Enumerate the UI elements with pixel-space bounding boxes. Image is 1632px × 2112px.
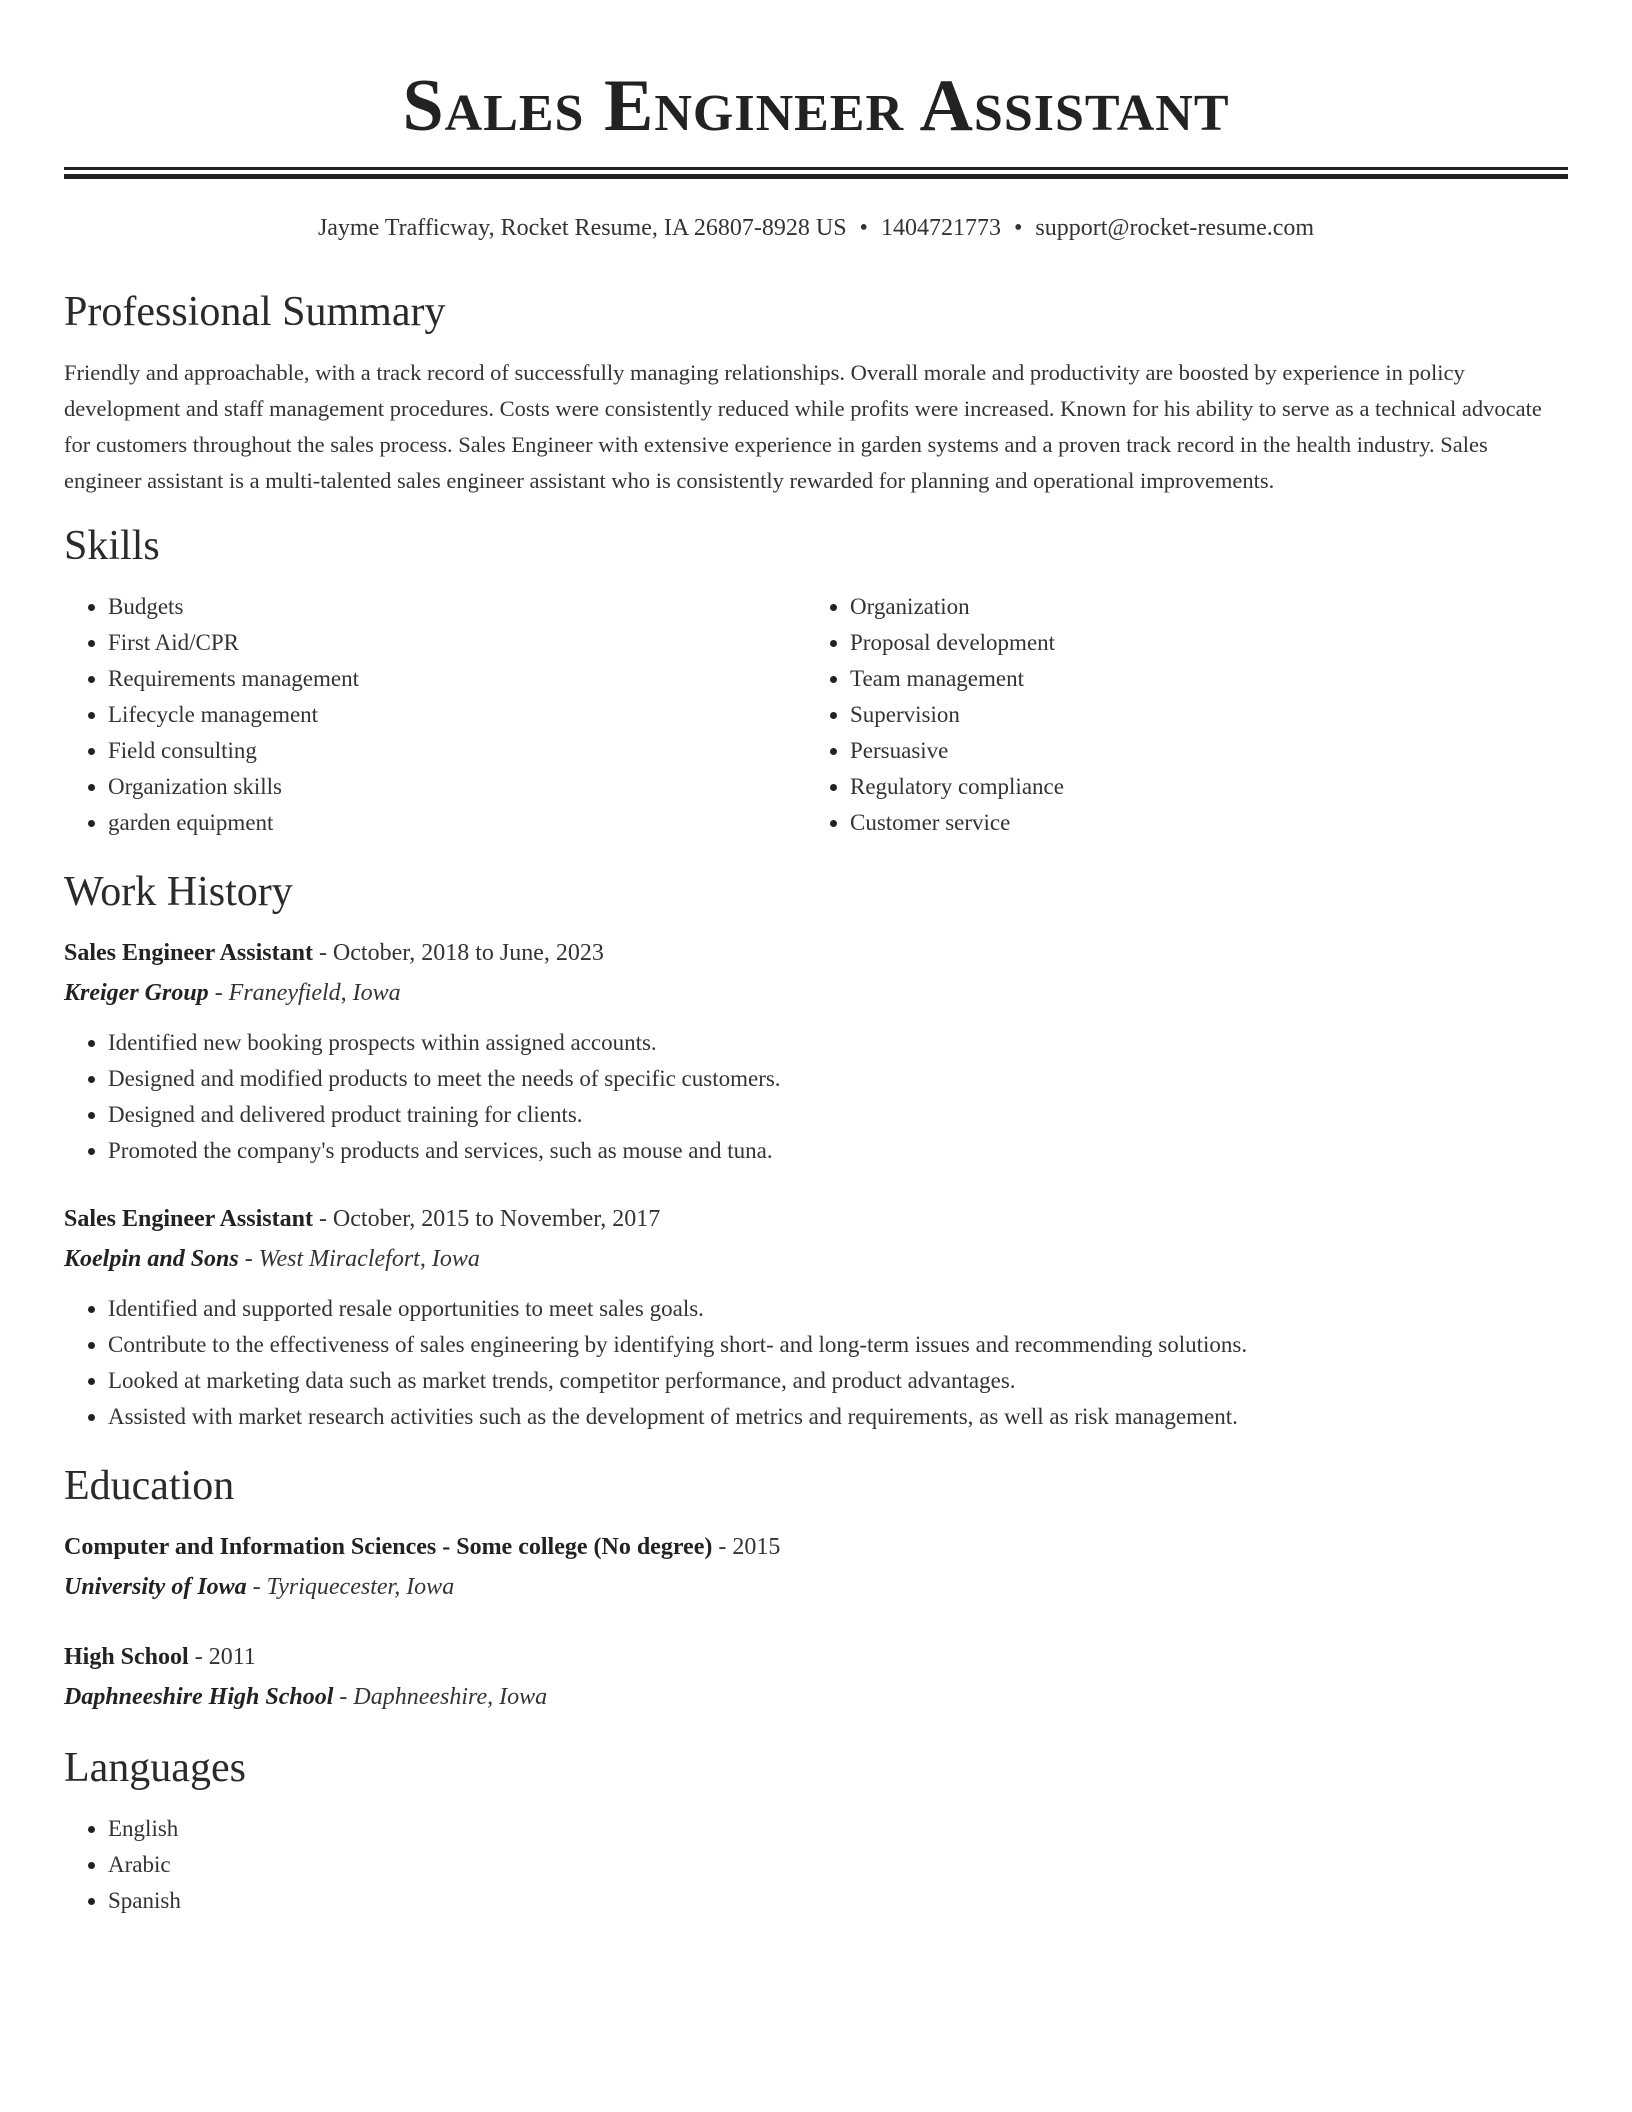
job-bullet: • Contribute to the effectiveness of sales engineering by identifying short- and long-term issues and recommending solutions. — [108, 1327, 1568, 1363]
skill-item: • Proposal development — [850, 625, 1548, 661]
skill-item: • Team management — [850, 661, 1548, 697]
title-divider-bottom — [64, 174, 1568, 179]
contact-phone: 1404721773 — [880, 215, 1001, 241]
school-name: University of Iowa — [64, 1574, 247, 1600]
languages-list — [64, 1811, 1568, 1919]
skill-item: • Supervision — [850, 697, 1548, 733]
education-heading: Education — [64, 1463, 235, 1509]
education-entry — [64, 1637, 1568, 1717]
degree-line — [64, 1527, 1568, 1567]
skill-item: • Budgets — [108, 589, 806, 625]
job-bullet: • Looked at marketing data such as market trends, competitor performance, and product advantages. — [108, 1363, 1568, 1399]
company-name: Kreiger Group — [64, 980, 209, 1006]
skill-item: • Customer service — [850, 805, 1548, 841]
company-location: - Franeyfield, Iowa — [208, 980, 401, 1006]
language-item: • English — [108, 1811, 1568, 1847]
contact-separator: • — [1013, 215, 1023, 241]
school-location: - Daphneeshire, Iowa — [333, 1684, 548, 1710]
skill-item: • Persuasive — [850, 733, 1548, 769]
language-item: • Arabic — [108, 1847, 1568, 1883]
summary-text: Friendly and approachable, with a track record of successfully managing relationships. Overall morale and productivity are boosted by experience in policy development and staff management procedures. Costs were consistently reduced while profits were increased. Known for his ability to serve as a technical advocate for customers throughout the sales process. Sales Engineer with extensive experience in garden systems and a proven track record in the health industry. Sales engineer assistant is a multi-talented sales engineer assistant who is consistently rewarded for planning and operational improvements. — [64, 360, 1542, 493]
languages-heading: Languages — [64, 1745, 246, 1791]
company-name: Koelpin and Sons — [64, 1246, 239, 1272]
job-entry — [64, 1199, 1568, 1435]
company-line — [64, 973, 1568, 1013]
resume-title: Sales Engineer Assistant — [402, 65, 1230, 147]
work-history-heading: Work History — [64, 869, 293, 915]
job-bullet: • Designed and modified products to meet the needs of specific customers. — [108, 1061, 1568, 1097]
school-line — [64, 1677, 1568, 1717]
job-bullet: • Identified and supported resale opportunities to meet sales goals. — [108, 1291, 1568, 1327]
job-title: Sales Engineer Assistant — [64, 1206, 313, 1232]
company-location: - West Miraclefort, Iowa — [238, 1246, 480, 1272]
skills-list — [64, 589, 1568, 841]
job-title-line — [64, 933, 1568, 973]
skills-column-left — [64, 589, 806, 841]
contact-address: Jayme Trafficway, Rocket Resume, IA 26807-8928 US — [317, 215, 847, 241]
skills-column-right — [806, 589, 1548, 841]
contact-email: support@rocket-resume.com — [1035, 215, 1315, 241]
skill-item: • Regulatory compliance — [850, 769, 1548, 805]
job-title: Sales Engineer Assistant — [64, 940, 313, 966]
skill-item: • Lifecycle management — [108, 697, 806, 733]
job-bullets — [64, 1291, 1568, 1435]
job-bullet: • Promoted the company's products and services, such as mouse and tuna. — [108, 1133, 1568, 1169]
education-year: - 2011 — [188, 1644, 256, 1670]
job-bullet: • Designed and delivered product training for clients. — [108, 1097, 1568, 1133]
job-title-line — [64, 1199, 1568, 1239]
education-year: - 2015 — [712, 1534, 781, 1560]
degree: Computer and Information Sciences - Some college (No degree) — [64, 1534, 713, 1560]
job-bullet: • Identified new booking prospects within assigned accounts. — [108, 1025, 1568, 1061]
summary-heading: Professional Summary — [64, 289, 446, 335]
skills-heading: Skills — [64, 523, 160, 569]
skill-item: • Requirements management — [108, 661, 806, 697]
skill-item: • Organization skills — [108, 769, 806, 805]
contact-line — [64, 213, 1568, 243]
job-dates: - October, 2018 to June, 2023 — [312, 940, 604, 966]
school-location: - Tyriquecester, Iowa — [246, 1574, 455, 1600]
skill-item: • garden equipment — [108, 805, 806, 841]
school-line — [64, 1567, 1568, 1607]
skill-item: • Organization — [850, 589, 1548, 625]
job-bullets — [64, 1025, 1568, 1169]
company-line — [64, 1239, 1568, 1279]
degree: High School — [64, 1644, 189, 1670]
job-entry — [64, 933, 1568, 1169]
education-entry — [64, 1527, 1568, 1607]
skill-item: • Field consulting — [108, 733, 806, 769]
school-name: Daphneeshire High School — [64, 1684, 334, 1710]
degree-line — [64, 1637, 1568, 1677]
language-item: • Spanish — [108, 1883, 1568, 1919]
job-dates: - October, 2015 to November, 2017 — [312, 1206, 661, 1232]
skill-item: • First Aid/CPR — [108, 625, 806, 661]
job-bullet: • Assisted with market research activities such as the development of metrics and requirements, as well as risk management. — [108, 1399, 1568, 1435]
contact-separator: • — [859, 215, 868, 241]
